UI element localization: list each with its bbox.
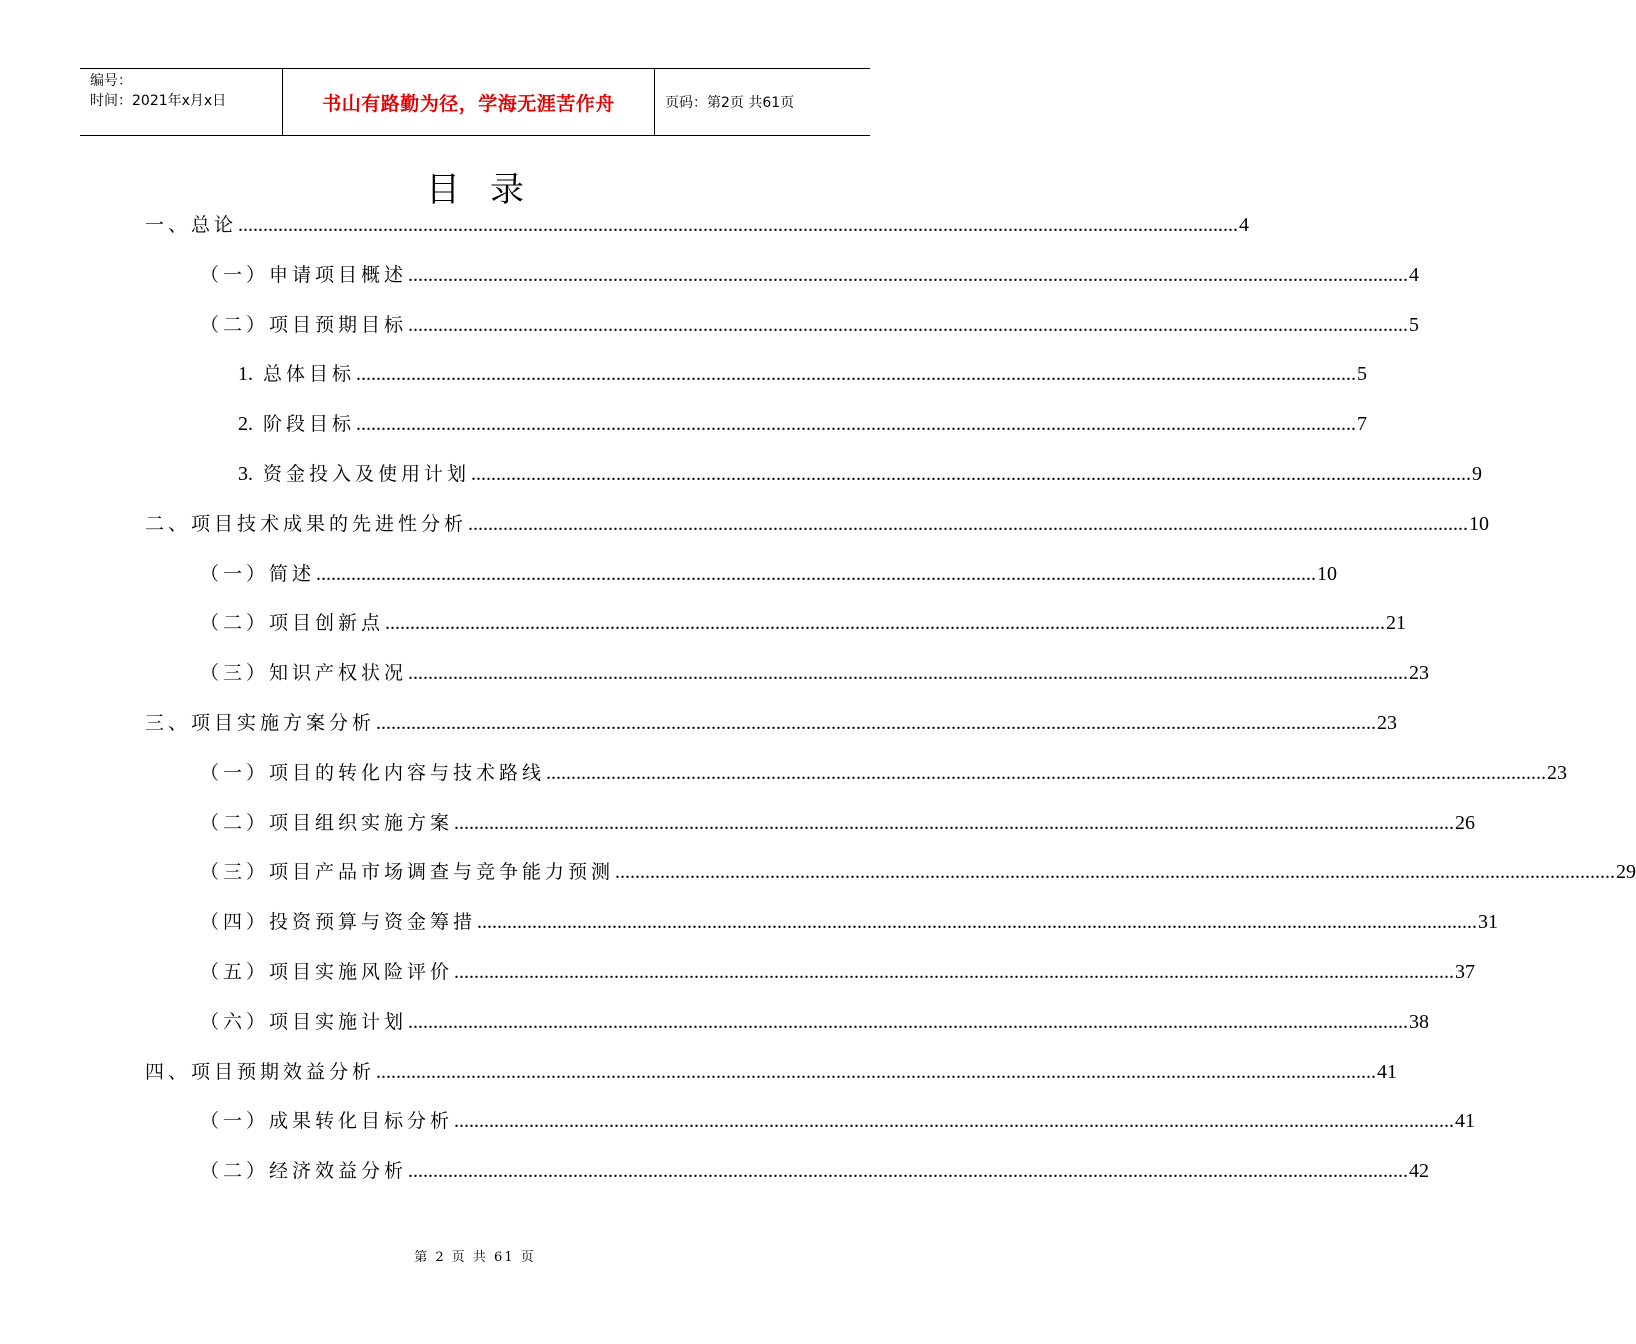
- toc-entry[interactable]: [238, 359, 1368, 389]
- toc-dot-leader: ........................................................................................................................................................................................................: [408, 313, 1409, 336]
- toc-entry-label: （二）项目组织实施方案: [200, 811, 454, 834]
- toc-entry-label: （五）项目实施风险评价: [200, 961, 454, 983]
- toc-entry-page: 41: [1377, 1060, 1398, 1083]
- toc-dot-leader: ........................................................................................................................................................................................................: [471, 463, 1472, 485]
- toc-entry[interactable]: [200, 658, 1430, 688]
- toc-entry[interactable]: [200, 608, 1407, 638]
- toc-dot-leader: ........................................................................................................................................................................................................: [356, 363, 1357, 386]
- toc-entry-label: 一、总论: [145, 214, 238, 236]
- toc-entry-page: 5: [1409, 313, 1420, 336]
- toc-entry-page: 23: [1547, 761, 1568, 784]
- toc-entry-page: 10: [1317, 562, 1338, 585]
- toc-entry-label: （三）项目产品市场调查与竞争能力预测: [200, 861, 615, 884]
- toc-dot-leader: ........................................................................................................................................................................................................: [468, 512, 1469, 535]
- toc-dot-leader: ........................................................................................................................................................................................................: [408, 1160, 1409, 1183]
- toc-entry-label: （四）投资预算与资金筹措: [200, 911, 477, 934]
- toc-entry-page: 4: [1409, 263, 1420, 286]
- toc-dot-leader: ........................................................................................................................................................................................................: [477, 911, 1478, 934]
- toc-dot-leader: ........................................................................................................................................................................................................: [238, 214, 1239, 236]
- toc-entry-page: 4: [1239, 214, 1250, 236]
- toc-entry-label: 资金投入及使用计划: [263, 463, 471, 485]
- toc-entry-label: （三）知识产权状况: [200, 662, 408, 685]
- toc-title: 目录: [426, 170, 554, 210]
- toc-entry-page: 42: [1409, 1160, 1430, 1183]
- toc-entry-label: （一）项目的转化内容与技术路线: [200, 761, 546, 784]
- toc-entry-label: 三、项目实施方案分析: [145, 712, 376, 734]
- toc-entry-label: 总体目标: [263, 363, 356, 386]
- toc-entry[interactable]: [200, 758, 1568, 788]
- toc-entry-page: 26: [1455, 811, 1476, 834]
- toc-entry-label: 二、项目技术成果的先进性分析: [145, 512, 468, 535]
- header-time-label: 时间：2021年x月x日: [90, 93, 227, 109]
- toc-entry-page: 23: [1409, 662, 1430, 685]
- toc-entry[interactable]: [200, 857, 1636, 887]
- toc-entry-label: （二）项目创新点: [200, 612, 385, 635]
- toc-entry[interactable]: [200, 1156, 1430, 1186]
- toc-entry[interactable]: [200, 310, 1420, 340]
- toc-entry[interactable]: [200, 1106, 1476, 1136]
- toc-entry-number: 1.: [238, 363, 253, 386]
- toc-dot-leader: ........................................................................................................................................................................................................: [376, 1060, 1377, 1083]
- page-footer: 第 2 页 共 61 页: [414, 1250, 536, 1265]
- toc-entry-page: 41: [1455, 1110, 1476, 1133]
- toc-entry-page: 37: [1455, 961, 1476, 983]
- toc-entry-label: （一）成果转化目标分析: [200, 1110, 454, 1133]
- toc-dot-leader: ........................................................................................................................................................................................................: [376, 712, 1377, 734]
- toc-entry-page: 7: [1357, 413, 1368, 436]
- toc-entry[interactable]: [238, 459, 1483, 489]
- page-header: [80, 68, 870, 136]
- toc-entry-label: （一）申请项目概述: [200, 263, 408, 286]
- toc-entry[interactable]: [200, 1007, 1430, 1037]
- toc-entry-number: 3.: [238, 463, 253, 485]
- toc-entry-page: 29: [1616, 861, 1636, 884]
- toc-entry-label: （六）项目实施计划: [200, 1010, 408, 1033]
- toc-dot-leader: ........................................................................................................................................................................................................: [356, 413, 1357, 436]
- toc-entry[interactable]: [200, 260, 1420, 290]
- toc-entry-page: 10: [1469, 512, 1490, 535]
- toc-entry-label: 四、项目预期效益分析: [145, 1060, 376, 1083]
- toc-entry[interactable]: [145, 509, 1490, 539]
- toc-entry-label: （一）简述: [200, 562, 316, 585]
- toc-entry[interactable]: [145, 210, 1250, 240]
- toc-entry-page: 5: [1357, 363, 1368, 386]
- toc-entry[interactable]: [145, 708, 1398, 738]
- toc-dot-leader: ........................................................................................................................................................................................................: [408, 662, 1409, 685]
- toc-entry-number: 2.: [238, 413, 253, 436]
- header-meta: [80, 69, 282, 135]
- toc-entry-label: 阶段目标: [263, 413, 356, 436]
- toc-dot-leader: ........................................................................................................................................................................................................: [316, 562, 1317, 585]
- header-page-info: 页码：第2页 共61页: [665, 95, 795, 111]
- toc-entry-page: 31: [1478, 911, 1499, 934]
- toc-entry-page: 9: [1472, 463, 1483, 485]
- toc-entry-label: （二）项目预期目标: [200, 313, 408, 336]
- toc-dot-leader: ........................................................................................................................................................................................................: [408, 263, 1409, 286]
- toc-entry[interactable]: [200, 957, 1476, 987]
- toc-entry[interactable]: [200, 808, 1476, 838]
- toc-entry[interactable]: [200, 559, 1338, 589]
- toc-dot-leader: ........................................................................................................................................................................................................: [454, 811, 1455, 834]
- toc-dot-leader: ........................................................................................................................................................................................................: [408, 1010, 1409, 1033]
- toc-entry-page: 38: [1409, 1010, 1430, 1033]
- toc-dot-leader: ........................................................................................................................................................................................................: [454, 1110, 1455, 1133]
- toc-entry[interactable]: [145, 1057, 1398, 1087]
- toc-entry-label: （二）经济效益分析: [200, 1160, 408, 1183]
- toc-entry-page: 21: [1386, 612, 1407, 635]
- header-motto: 书山有路勤为径，学海无涯苦作舟: [282, 69, 655, 135]
- toc-dot-leader: ........................................................................................................................................................................................................: [385, 612, 1386, 635]
- header-number-label: 编号：: [90, 73, 132, 89]
- toc-entry[interactable]: [200, 907, 1499, 937]
- toc-dot-leader: ........................................................................................................................................................................................................: [454, 961, 1455, 983]
- toc-entry[interactable]: [238, 409, 1368, 439]
- toc-dot-leader: ........................................................................................................................................................................................................: [615, 861, 1616, 884]
- toc-dot-leader: ........................................................................................................................................................................................................: [546, 761, 1547, 784]
- toc-entry-page: 23: [1377, 712, 1398, 734]
